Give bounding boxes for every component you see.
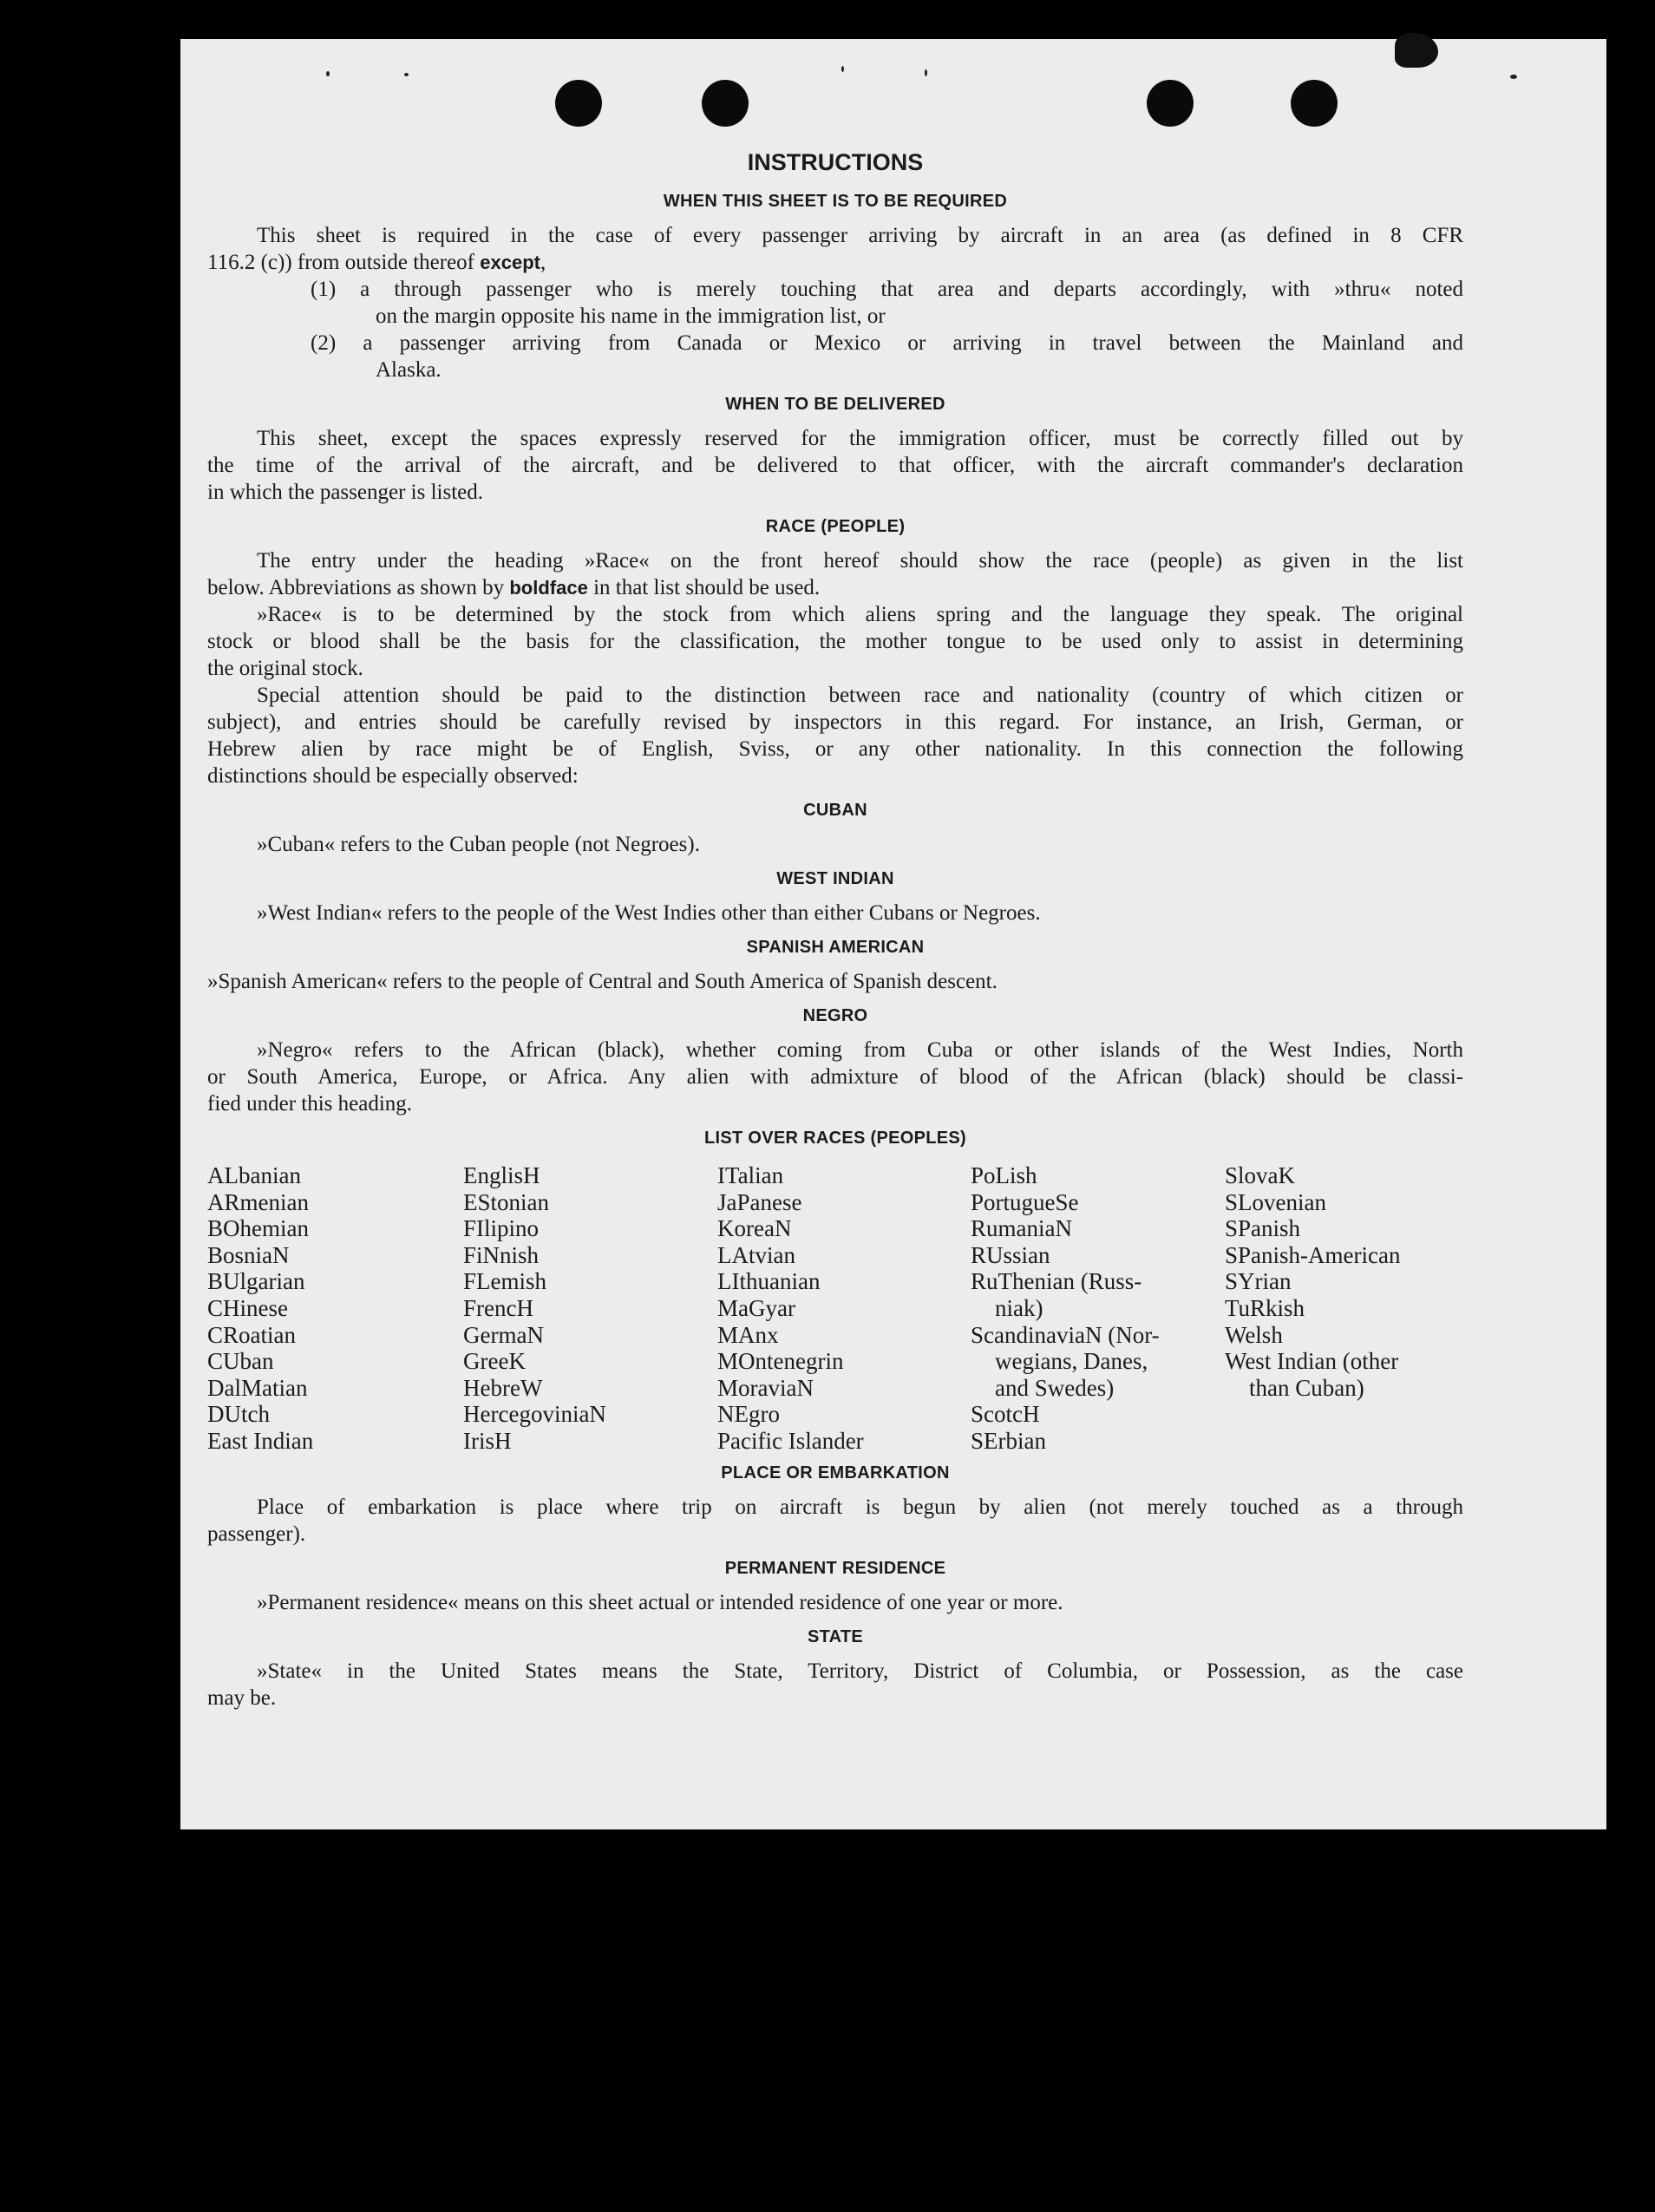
race-list-item: LIthuanian [717,1268,821,1295]
race-list-item: FiNnish [463,1241,540,1268]
text-line: »Negro« refers to the African (black), whether coming from Cuba or other islands of the West Indies, North [257,1038,1463,1062]
race-list-item: Pacific Islander [717,1427,864,1454]
race-list-item: RUssian [971,1241,1050,1268]
race-list-item: LAtvian [717,1241,795,1268]
race-list-item: RuThenian (Russ- [971,1268,1142,1295]
text-line: the original stock. [207,657,363,680]
race-list-item: FLemish [463,1268,547,1295]
speck [1510,75,1517,79]
text-segment: , [540,251,546,274]
text-line: This sheet, except the spaces expressly reserved for the immigration officer, must be correctly filled out by [257,427,1463,450]
race-list-item: GermaN [463,1321,544,1348]
race-list-item: CHinese [207,1294,288,1321]
race-list-heading: LIST OVER RACES (PEOPLES) [704,1129,966,1148]
race-list-item: HercegoviniaN [463,1401,606,1428]
instruction-sections [207,180,1463,1117]
race-list-item: and Swedes) [995,1374,1115,1401]
text-line: subject), and entries should be carefully revised by inspectors in this regard. For instance, an Irish, German, or [207,710,1463,734]
race-list-item: niak) [995,1294,1043,1321]
text-line: »Cuban« refers to the Cuban people (not Negroes). [257,833,700,856]
text-line: distinctions should be especially observed: [207,764,579,788]
section-heading: RACE (PEOPLE) [765,517,906,536]
race-list-item: SlovaK [1225,1162,1295,1188]
text-line: Alaska. [376,358,442,382]
race-list-item: JaPanese [717,1188,802,1215]
race-list-item: MaGyar [717,1294,795,1321]
speck [925,69,927,76]
text-line: Hebrew alien by race might be of English, Sviss, or any other nationality. In this connection the following [207,737,1463,761]
section-heading: WHEN THIS SHEET IS TO BE REQUIRED [663,192,1008,211]
race-list-item: IrisH [463,1427,512,1454]
race-list-item: PortugueSe [971,1188,1079,1215]
race-list [207,1159,1463,1452]
race-list-item: HebreW [463,1374,543,1401]
text-segment: below. Abbreviations as shown by [207,576,510,599]
text-line: This sheet is required in the case of every passenger arriving by aircraft in an area (as defined in 8 CFR [257,224,1463,247]
race-list-item: SPanish-American [1225,1241,1401,1268]
race-list-item: NEgro [717,1401,780,1428]
race-list-item: West Indian (other [1225,1348,1399,1375]
race-list-column [463,1162,606,1455]
race-list-item: TuRkish [1225,1294,1305,1321]
section-heading: STATE [807,1627,864,1646]
section-heading: WEST INDIAN [776,869,894,888]
section-heading: CUBAN [803,801,867,820]
race-list-item: wegians, Danes, [995,1348,1148,1375]
text-line: »State« in the United States means the State, Territory, District of Columbia, or Possession, as the case [257,1659,1463,1683]
text-line: on the margin opposite his name in the immigration list, or [376,304,886,328]
race-list-item: MoraviaN [717,1374,814,1401]
text-line: »Permanent residence« means on this sheet actual or intended residence of one year or more. [257,1591,1063,1614]
section-heading: WHEN TO BE DELIVERED [725,395,945,414]
race-list-item: BosniaN [207,1241,290,1268]
bold-text: except [480,252,540,273]
race-list-item: ITalian [717,1162,784,1188]
race-list-column [207,1162,313,1455]
race-list-item: DalMatian [207,1374,308,1401]
text-line: The entry under the heading »Race« on the front hereof should show the race (people) as given in the list [257,549,1463,573]
page-title: INSTRUCTIONS [747,149,924,175]
speck [841,66,844,72]
race-list-item: CUban [207,1348,274,1375]
race-list-column [971,1162,1160,1455]
race-list-column [717,1162,864,1455]
race-list-item: FIlipino [463,1215,540,1242]
text-line: (1) a through passenger who is merely touching that area and departs accordingly, with »thru« noted [311,278,1463,301]
race-list-item: ScotcH [971,1401,1040,1428]
race-list-item: than Cuban) [1249,1374,1364,1401]
text-segment: in that list should be used. [587,576,821,599]
race-list-item: MAnx [717,1321,779,1348]
race-list-item: BUlgarian [207,1268,305,1295]
text-line: fied under this heading. [207,1092,413,1116]
race-list-item: ALbanian [207,1162,301,1188]
race-list-item: BOhemian [207,1215,309,1242]
race-list-item: SPanish [1225,1215,1301,1242]
race-list-item: Welsh [1225,1321,1283,1348]
race-list-item: GreeK [463,1348,526,1375]
race-list-item: EStonian [463,1188,549,1215]
section-heading: PERMANENT RESIDENCE [724,1559,946,1578]
race-list-item: DUtch [207,1401,270,1428]
text-line: Special attention should be paid to the distinction between race and nationality (country of which citizen or [257,684,1463,707]
speck [404,73,409,76]
punch-hole [555,80,602,127]
text-line: »West Indian« refers to the people of the West Indies other than either Cubans or Negroes. [257,901,1041,925]
punch-hole [1147,80,1194,127]
text-line: may be. [207,1686,277,1710]
section-heading: NEGRO [802,1006,868,1025]
race-list-item: ARmenian [207,1188,309,1215]
race-list-item: RumaniaN [971,1215,1072,1242]
text-line: in which the passenger is listed. [207,481,483,504]
race-list-item: SLovenian [1225,1188,1326,1215]
race-list-item: CRoatian [207,1321,296,1348]
speck [326,71,330,76]
race-list-item: FrencH [463,1294,533,1321]
race-list-item: ScandinaviaN (Nor- [971,1321,1160,1348]
text-line: »Spanish American« refers to the people of Central and South America of Spanish descent. [207,970,998,993]
race-list-item: SErbian [971,1427,1046,1454]
text-line [207,574,1463,601]
text-line: stock or blood shall be the basis for the classification, the mother tongue to be used only to assist in determining [207,630,1463,653]
text-line: or South America, Europe, or Africa. Any alien with admixture of blood of the African (black) should be classi- [207,1065,1463,1089]
race-list-column [1225,1162,1400,1401]
instruction-sections-after [207,1452,1463,1711]
race-list-item: East Indian [207,1427,314,1454]
race-list-item: KoreaN [717,1215,792,1242]
text-line: the time of the arrival of the aircraft, and be delivered to that officer, with the aircraft commander's declaration [207,454,1463,477]
text-line [207,249,1463,276]
text-line: »Race« is to be determined by the stock from which aliens spring and the language they speak. The original [257,603,1463,626]
text-line: (2) a passenger arriving from Canada or Mexico or arriving in travel between the Mainland and [311,331,1463,355]
text-line: passenger). [207,1522,306,1546]
punch-hole [1291,80,1338,127]
ink-blot [1395,33,1438,68]
text-line: Place of embarkation is place where trip on aircraft is begun by alien (not merely touched as a through [257,1495,1463,1519]
bold-text: boldface [509,577,588,599]
race-list-item: PoLish [971,1162,1037,1188]
race-list-item: SYrian [1225,1268,1292,1295]
section-heading: PLACE OR EMBARKATION [721,1463,950,1482]
text-segment: 116.2 (c)) from outside thereof [207,251,481,274]
race-list-item: EnglisH [463,1162,540,1188]
punch-hole [702,80,749,127]
race-list-item: MOntenegrin [717,1348,844,1375]
section-heading: SPANISH AMERICAN [746,938,925,957]
instructions-content [207,144,1463,1711]
